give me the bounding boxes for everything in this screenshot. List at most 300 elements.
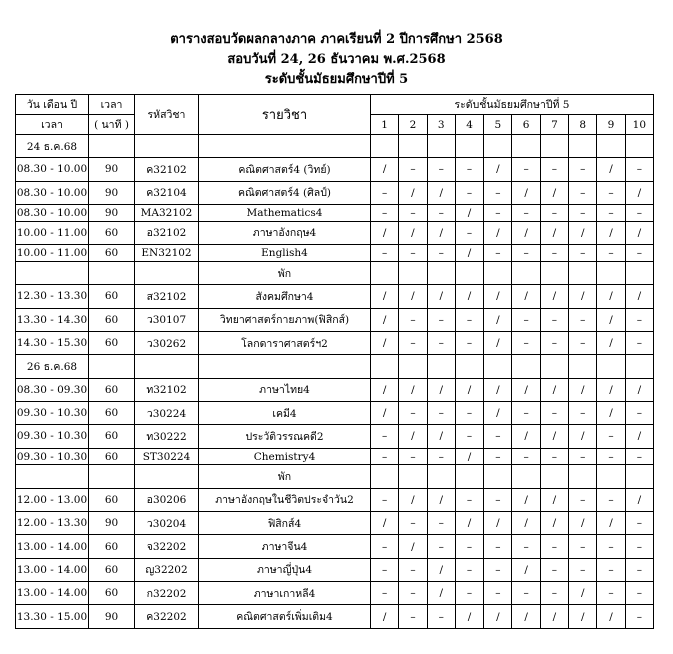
room-header: 9 (597, 115, 625, 135)
room-mark: – (455, 582, 483, 605)
room-mark: – (399, 448, 427, 465)
room-mark: – (597, 425, 625, 448)
exam-time: 14.30 - 15.30 (16, 331, 89, 354)
empty-cell (484, 465, 512, 488)
room-mark: / (427, 425, 455, 448)
empty-cell (371, 355, 399, 378)
exam-minutes: 90 (89, 512, 135, 535)
exam-row (16, 285, 654, 308)
exam-row (16, 158, 654, 181)
document-title-block (0, 30, 673, 90)
exam-minutes: 60 (89, 401, 135, 424)
room-mark: – (540, 401, 568, 424)
subject-code: ว30262 (135, 331, 199, 354)
room-mark: – (484, 488, 512, 511)
room-mark: – (371, 181, 399, 204)
empty-cell (427, 355, 455, 378)
level-header: ระดับชั้นมัธยมศึกษาปีที่ 5 (371, 95, 654, 115)
room-header: 7 (540, 115, 568, 135)
room-mark: – (625, 308, 653, 331)
exam-time: 10.00 - 11.00 (16, 221, 89, 244)
exam-time: 08.30 - 09.30 (16, 378, 89, 401)
room-mark: – (625, 535, 653, 558)
room-mark: / (512, 425, 540, 448)
subject-name: English4 (199, 245, 371, 262)
exam-minutes: 60 (89, 308, 135, 331)
room-mark: – (512, 204, 540, 221)
subject-code: EN32102 (135, 245, 199, 262)
room-mark: – (540, 331, 568, 354)
room-mark: / (625, 221, 653, 244)
empty-cell (597, 262, 625, 285)
room-mark: / (427, 582, 455, 605)
empty-cell (399, 355, 427, 378)
room-mark: – (540, 535, 568, 558)
title-line-1: ตารางสอบวัดผลกลางภาค ภาคเรียนที่ 2 ปีการศึกษา 2568 (170, 32, 503, 47)
subject-code: ค32202 (135, 605, 199, 629)
empty-cell (455, 262, 483, 285)
empty-cell (89, 465, 135, 488)
subject-code: อ32102 (135, 221, 199, 244)
exam-row (16, 221, 654, 244)
exam-minutes: 60 (89, 221, 135, 244)
room-mark: / (569, 425, 597, 448)
subject-name: Chemistry4 (199, 448, 371, 465)
subject-name: วิทยาศาสตร์กายภาพ(ฟิสิกส์) (199, 308, 371, 331)
empty-cell (625, 465, 653, 488)
subject-code: ว30107 (135, 308, 199, 331)
room-mark: – (569, 535, 597, 558)
empty-cell (512, 355, 540, 378)
room-mark: – (512, 582, 540, 605)
exam-time: 12.00 - 13.30 (16, 512, 89, 535)
room-mark: / (569, 605, 597, 629)
empty-cell (625, 262, 653, 285)
room-mark: – (484, 582, 512, 605)
subject-code: ส32102 (135, 285, 199, 308)
empty-cell (484, 135, 512, 158)
exam-time: 12.00 - 13.00 (16, 488, 89, 511)
exam-row (16, 558, 654, 581)
empty-cell (399, 465, 427, 488)
room-mark: / (427, 285, 455, 308)
room-mark: – (625, 158, 653, 181)
break-label: พัก (199, 465, 371, 488)
empty-cell (569, 355, 597, 378)
exam-time: 13.00 - 14.00 (16, 582, 89, 605)
empty-cell (455, 135, 483, 158)
room-mark: – (625, 204, 653, 221)
room-mark: / (371, 605, 399, 629)
room-mark: – (625, 582, 653, 605)
exam-time: 09.30 - 10.30 (16, 401, 89, 424)
room-mark: / (597, 605, 625, 629)
subject-code: ท32102 (135, 378, 199, 401)
room-mark: – (455, 308, 483, 331)
exam-time: 13.30 - 15.00 (16, 605, 89, 629)
room-mark: – (427, 331, 455, 354)
room-mark: – (625, 245, 653, 262)
room-mark: / (597, 308, 625, 331)
room-mark: – (569, 488, 597, 511)
room-mark: – (512, 245, 540, 262)
subject-code: ญ32202 (135, 558, 199, 581)
empty-cell (455, 355, 483, 378)
break-label: พัก (199, 262, 371, 285)
exam-row (16, 308, 654, 331)
subject-code: ว30224 (135, 401, 199, 424)
room-mark: – (427, 448, 455, 465)
break-row (16, 465, 654, 488)
room-mark: / (540, 378, 568, 401)
room-mark: – (455, 425, 483, 448)
room-mark: – (371, 245, 399, 262)
subject-code: ST30224 (135, 448, 199, 465)
room-mark: – (484, 535, 512, 558)
exam-row (16, 425, 654, 448)
title-line-3: ระดับชั้นมัธยมศึกษาปีที่ 5 (264, 72, 409, 87)
exam-row (16, 181, 654, 204)
exam-minutes: 60 (89, 285, 135, 308)
room-mark: – (597, 204, 625, 221)
exam-row (16, 245, 654, 262)
room-mark: – (455, 158, 483, 181)
room-mark: / (455, 285, 483, 308)
room-mark: – (625, 331, 653, 354)
schedule-body (16, 135, 654, 629)
room-mark: / (371, 221, 399, 244)
room-mark: – (484, 448, 512, 465)
room-mark: / (540, 425, 568, 448)
empty-cell (484, 262, 512, 285)
room-header: 1 (371, 115, 399, 135)
room-mark: – (625, 401, 653, 424)
exam-time: 13.00 - 14.00 (16, 535, 89, 558)
empty-cell (484, 355, 512, 378)
room-mark: – (427, 605, 455, 629)
subject-code: ก32202 (135, 582, 199, 605)
room-header: 3 (427, 115, 455, 135)
room-mark: / (540, 605, 568, 629)
room-mark: / (625, 378, 653, 401)
room-mark: – (512, 535, 540, 558)
empty-cell (399, 135, 427, 158)
room-mark: – (399, 605, 427, 629)
room-mark: / (484, 512, 512, 535)
minutes-header: ( นาที ) (89, 115, 135, 135)
room-mark: – (399, 308, 427, 331)
empty-cell (569, 135, 597, 158)
exam-minutes: 90 (89, 204, 135, 221)
subject-code: อ30206 (135, 488, 199, 511)
room-mark: / (540, 221, 568, 244)
room-mark: – (625, 605, 653, 629)
empty-cell (569, 262, 597, 285)
exam-minutes: 90 (89, 605, 135, 629)
room-mark: – (371, 448, 399, 465)
room-mark: / (597, 331, 625, 354)
room-header: 8 (569, 115, 597, 135)
exam-minutes: 60 (89, 488, 135, 511)
room-mark: / (399, 535, 427, 558)
room-mark: – (455, 331, 483, 354)
room-header: 5 (484, 115, 512, 135)
room-mark: / (455, 245, 483, 262)
room-mark: / (371, 308, 399, 331)
exam-minutes: 60 (89, 535, 135, 558)
room-mark: / (597, 401, 625, 424)
room-mark: / (399, 378, 427, 401)
empty-cell (540, 262, 568, 285)
exam-time: 13.30 - 14.30 (16, 308, 89, 331)
exam-time: 08.30 - 10.00 (16, 158, 89, 181)
room-mark: / (371, 401, 399, 424)
room-mark: – (569, 245, 597, 262)
empty-cell (89, 262, 135, 285)
exam-row (16, 535, 654, 558)
empty-cell (427, 465, 455, 488)
empty-cell (16, 465, 89, 488)
room-mark: – (597, 582, 625, 605)
subject-code: ค32104 (135, 181, 199, 204)
room-header: 6 (512, 115, 540, 135)
subject-code: จ32202 (135, 535, 199, 558)
room-mark: / (484, 285, 512, 308)
room-mark: / (371, 331, 399, 354)
empty-cell (135, 355, 199, 378)
room-mark: – (484, 181, 512, 204)
room-mark: / (484, 158, 512, 181)
room-mark: – (371, 488, 399, 511)
code-header: รหัสวิชา (135, 95, 199, 135)
room-mark: – (540, 204, 568, 221)
room-mark: – (597, 181, 625, 204)
room-mark: – (455, 401, 483, 424)
room-mark: – (427, 308, 455, 331)
empty-cell (455, 465, 483, 488)
exam-row (16, 512, 654, 535)
room-mark: / (569, 378, 597, 401)
exam-row (16, 378, 654, 401)
room-mark: / (427, 378, 455, 401)
room-mark: – (455, 535, 483, 558)
room-mark: – (399, 204, 427, 221)
empty-cell (625, 355, 653, 378)
day-label: 26 ธ.ค.68 (16, 355, 89, 378)
room-mark: – (399, 582, 427, 605)
exam-row (16, 448, 654, 465)
room-mark: / (427, 488, 455, 511)
room-mark: / (625, 488, 653, 511)
exam-time: 08.30 - 10.00 (16, 204, 89, 221)
room-mark: – (540, 448, 568, 465)
subject-name: โลกดาราศาสตร์ฯ2 (199, 331, 371, 354)
room-mark: / (512, 605, 540, 629)
room-mark: / (625, 425, 653, 448)
room-mark: – (399, 158, 427, 181)
empty-cell (199, 135, 371, 158)
room-mark: / (569, 285, 597, 308)
subject-name: ภาษาอังกฤษในชีวิตประจำวัน2 (199, 488, 371, 511)
subject-name: สังคมศึกษา4 (199, 285, 371, 308)
room-mark: / (597, 512, 625, 535)
subject-name: Mathematics4 (199, 204, 371, 221)
room-mark: / (484, 308, 512, 331)
room-mark: – (569, 401, 597, 424)
room-mark: – (540, 582, 568, 605)
room-mark: / (569, 512, 597, 535)
empty-cell (399, 262, 427, 285)
room-mark: – (399, 245, 427, 262)
empty-cell (540, 135, 568, 158)
room-mark: / (399, 221, 427, 244)
exam-minutes: 90 (89, 181, 135, 204)
exam-row (16, 401, 654, 424)
exam-minutes: 60 (89, 378, 135, 401)
room-mark: / (371, 158, 399, 181)
room-mark: / (512, 221, 540, 244)
room-mark: / (399, 285, 427, 308)
room-mark: – (455, 181, 483, 204)
room-mark: / (540, 285, 568, 308)
time-header: เวลา (16, 115, 89, 135)
empty-cell (371, 465, 399, 488)
room-mark: / (597, 158, 625, 181)
room-mark: / (455, 378, 483, 401)
date-header: วัน เดือน ปี (16, 95, 89, 115)
room-mark: – (399, 512, 427, 535)
exam-minutes: 60 (89, 245, 135, 262)
day-row (16, 355, 654, 378)
room-mark: – (569, 448, 597, 465)
room-mark: – (484, 245, 512, 262)
duration-header: เวลา (89, 95, 135, 115)
room-mark: / (399, 181, 427, 204)
room-mark: – (371, 558, 399, 581)
empty-cell (597, 135, 625, 158)
room-mark: – (569, 181, 597, 204)
room-mark: – (540, 245, 568, 262)
room-header: 4 (455, 115, 483, 135)
room-mark: – (625, 558, 653, 581)
room-mark: / (427, 221, 455, 244)
subject-name: ประวัติวรรณคดี2 (199, 425, 371, 448)
title-line-2: สอบวันที่ 24, 26 ธันวาคม พ.ศ.2568 (227, 52, 446, 67)
room-mark: – (512, 308, 540, 331)
room-mark: / (540, 181, 568, 204)
room-mark: / (484, 605, 512, 629)
room-mark: – (540, 558, 568, 581)
room-mark: / (512, 378, 540, 401)
day-row (16, 135, 654, 158)
room-mark: – (427, 245, 455, 262)
room-mark: / (597, 221, 625, 244)
room-mark: – (569, 158, 597, 181)
room-mark: / (371, 378, 399, 401)
subject-name: ภาษาไทย4 (199, 378, 371, 401)
room-mark: / (484, 401, 512, 424)
room-mark: / (484, 331, 512, 354)
break-row (16, 262, 654, 285)
empty-cell (512, 465, 540, 488)
room-mark: – (484, 204, 512, 221)
room-mark: / (597, 378, 625, 401)
exam-row (16, 488, 654, 511)
empty-cell (625, 135, 653, 158)
exam-time: 12.30 - 13.30 (16, 285, 89, 308)
subject-code: ท30222 (135, 425, 199, 448)
empty-cell (16, 262, 89, 285)
exam-minutes: 90 (89, 158, 135, 181)
empty-cell (427, 262, 455, 285)
room-mark: – (484, 558, 512, 581)
empty-cell (569, 465, 597, 488)
room-mark: – (597, 245, 625, 262)
room-mark: – (540, 158, 568, 181)
exam-minutes: 60 (89, 582, 135, 605)
room-mark: – (427, 401, 455, 424)
room-mark: / (484, 221, 512, 244)
room-mark: – (597, 558, 625, 581)
empty-cell (540, 465, 568, 488)
room-mark: / (569, 221, 597, 244)
room-mark: – (371, 535, 399, 558)
exam-time: 08.30 - 10.00 (16, 181, 89, 204)
room-mark: / (512, 181, 540, 204)
exam-schedule-table (15, 94, 654, 629)
empty-cell (427, 135, 455, 158)
empty-cell (540, 355, 568, 378)
subject-name: ภาษาอังกฤษ4 (199, 221, 371, 244)
room-mark: / (427, 181, 455, 204)
room-mark: / (455, 204, 483, 221)
empty-cell (89, 355, 135, 378)
exam-minutes: 60 (89, 558, 135, 581)
room-mark: – (371, 582, 399, 605)
subject-code: ว30204 (135, 512, 199, 535)
exam-minutes: 60 (89, 331, 135, 354)
room-mark: – (455, 488, 483, 511)
subject-name: เคมี4 (199, 401, 371, 424)
subject-name: คณิตศาสตร์4 (ศิลป์) (199, 181, 371, 204)
room-mark: – (512, 448, 540, 465)
room-mark: – (427, 535, 455, 558)
room-mark: – (597, 535, 625, 558)
subject-name: ฟิสิกส์4 (199, 512, 371, 535)
room-mark: / (512, 285, 540, 308)
empty-cell (135, 465, 199, 488)
room-mark: – (371, 204, 399, 221)
empty-cell (597, 465, 625, 488)
room-mark: – (597, 448, 625, 465)
subject-header: รายวิชา (199, 95, 371, 135)
empty-cell (512, 262, 540, 285)
room-mark: – (512, 331, 540, 354)
empty-cell (371, 262, 399, 285)
room-mark: – (512, 158, 540, 181)
room-mark: / (512, 512, 540, 535)
empty-cell (597, 355, 625, 378)
room-mark: – (569, 558, 597, 581)
room-mark: / (427, 558, 455, 581)
exam-minutes: 60 (89, 425, 135, 448)
subject-name: คณิตศาสตร์4 (วิทย์) (199, 158, 371, 181)
exam-row (16, 605, 654, 629)
room-mark: / (371, 285, 399, 308)
empty-cell (371, 135, 399, 158)
room-mark: – (625, 448, 653, 465)
room-mark: / (625, 181, 653, 204)
